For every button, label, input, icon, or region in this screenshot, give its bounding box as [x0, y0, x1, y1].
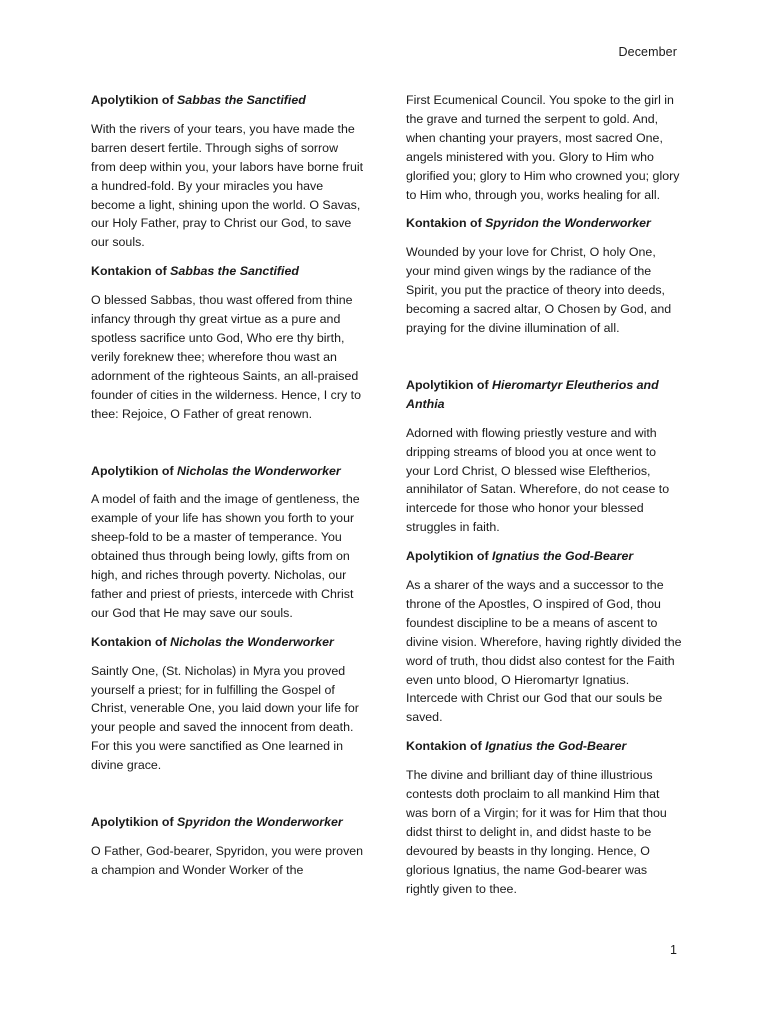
hymn-entry — [406, 737, 682, 898]
saint-name: Nicholas the Wonderworker — [170, 634, 334, 649]
saint-name: Sabbas the Sanctified — [170, 264, 299, 279]
hymn-text: First Ecumenical Council. You spoke to the girl in the grave and turned the serpent to gold. And, when chanting your prayers, most sacred One, angels ministered with you. Glory to Him who glorified you; glory to Him who crowned you; glory to Him who, through you, works healing for all. — [406, 93, 680, 202]
hymn-heading — [91, 813, 366, 832]
hymn-text: Adorned with flowing priestly vesture and with dripping streams of blood you at once went to your Lord Christ, O blessed wise Eleftherios, annihilator of Satan. Wherefore, do not cease to intercede for those who honor your blessed struggles in faith. — [406, 425, 670, 535]
hymn-entry — [91, 813, 366, 880]
page-header-month: December — [618, 45, 677, 59]
hymn-type: Kontakion of — [91, 264, 171, 279]
hymn-type: Apolytikion of — [91, 93, 178, 107]
hymn-type: Kontakion of — [406, 216, 486, 231]
hymn-heading — [91, 262, 366, 281]
hymn-type: Apolytikion of — [406, 549, 493, 564]
hymn-text: O blessed Sabbas, thou wast offered from thine infancy through thy great virtue as a pure and spotless sacrifice unto God, Who ere thy birth, verily foreknew thee; wherefore thou wast an adornment of the righteous Saints, an all-praised founder of cities in the wilderness. Hence, I cry to thee: Rejoice, O Father of great renown. — [91, 293, 361, 421]
hymn-type: Kontakion of — [91, 634, 171, 649]
hymn-heading — [406, 376, 682, 414]
saint-name: Ignatius the God-Bearer — [492, 549, 634, 564]
hymn-entry — [91, 462, 366, 623]
hymn-text: Wounded by your love for Christ, O holy One, your mind given wings by the radiance of the Spirit, you put the practice of theory into deeds, becoming a sacred altar, O Chosen by God, and praying for the divine illumination of all. — [406, 245, 672, 335]
hymn-entry — [406, 547, 682, 727]
hymn-text: The divine and brilliant day of thine illustrious contests doth proclaim to all mankind Him that was born of a Virgin; for it was for Him that thou didst thirst to delight in, and didst haste to be devoured by beasts in thy longing. Hence, O glorious Ignatius, the name God-bearer was rightly given to thee. — [406, 768, 667, 896]
hymn-text: Saintly One, (St. Nicholas) in Myra you proved yourself a priest; for in fulfilling the Gospel of Christ, venerable One, you laid down your life for your people and saved the innocent from death. For this you were sanctified as One learned in divine grace. — [91, 663, 359, 773]
hymn-entry — [91, 262, 366, 423]
hymn-heading — [406, 214, 682, 233]
hymn-type: Apolytikion of — [91, 815, 178, 830]
saint-name: Sabbas the Sanctified — [177, 93, 306, 107]
hymn-type: Apolytikion of — [406, 377, 493, 392]
hymn-heading — [406, 737, 682, 756]
hymn-text: As a sharer of the ways and a successor to the throne of the Apostles, O inspired of God, thou foundest discipline to be a means of ascent to divine vision. Wherefore, having rightly divided the word of truth, thou didst also contest for the Faith even unto blood, O Hieromartyr Ignatius. Intercede with Christ our God that our souls be saved. — [406, 578, 682, 725]
page-number: 1 — [670, 943, 677, 957]
saint-name: Nicholas the Wonderworker — [177, 463, 341, 478]
hymn-text: A model of faith and the image of gentleness, the example of your life has shown you forth to your sheep-fold to be a master of temperance. You obtained thus through being lowly, gifts from on high, and riches through poverty. Nicholas, our father and priest of priests, intercede with Christ our God that He may save our souls. — [91, 492, 360, 620]
section-spacer — [91, 785, 366, 813]
saint-name: Ignatius the God-Bearer — [485, 739, 627, 754]
section-spacer — [91, 434, 366, 462]
hymn-heading — [406, 547, 682, 566]
right-column — [406, 91, 682, 909]
hymn-entry — [91, 633, 366, 775]
section-spacer — [406, 348, 682, 376]
hymn-text: O Father, God-bearer, Spyridon, you were proven a champion and Wonder Worker of the — [91, 844, 364, 877]
saint-name: Hieromartyr Eleutherios and Anthia — [406, 377, 659, 411]
hymn-type: Apolytikion of — [91, 463, 178, 478]
hymn-entry-continued — [406, 91, 682, 204]
hymn-type: Kontakion of — [406, 739, 486, 754]
hymn-entry — [406, 376, 682, 537]
hymn-heading — [91, 91, 366, 110]
saint-name: Spyridon the Wonderworker — [485, 216, 651, 231]
hymn-text: With the rivers of your tears, you have made the barren desert fertile. Through sighs of sorrow from deep within you, your labors have borne fruit a hundred-fold. By your miracles you have become a light, shining upon the world. O Savas, our Holy Father, pray to Christ our God, to save our souls. — [91, 121, 364, 250]
hymn-heading — [91, 462, 366, 481]
hymn-entry — [406, 214, 682, 337]
hymn-heading — [91, 633, 366, 652]
saint-name: Spyridon the Wonderworker — [177, 815, 343, 830]
hymn-entry — [91, 91, 366, 252]
left-column — [91, 91, 366, 890]
